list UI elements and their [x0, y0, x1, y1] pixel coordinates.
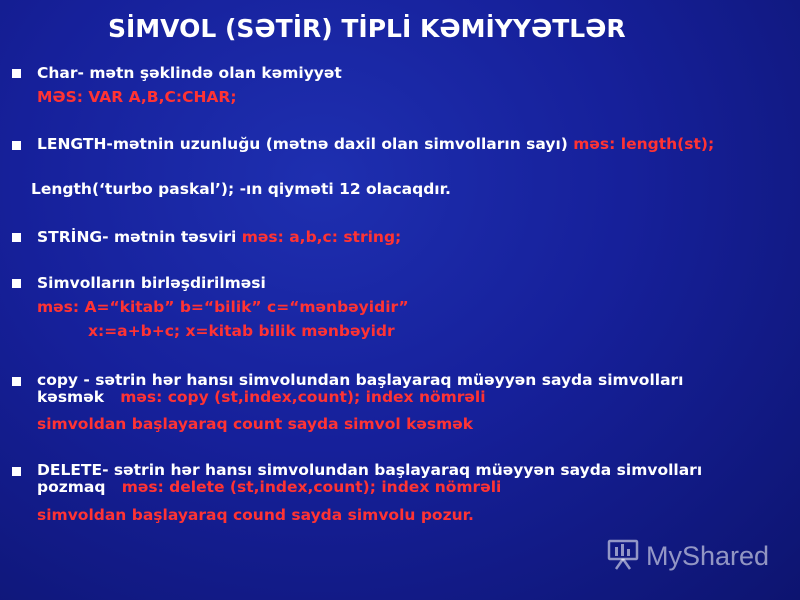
char-example: MƏS: VAR A,B,C:CHAR;	[37, 88, 237, 106]
copy-label: copy - sətrin hər hansı simvolundan başlayaraq müəyyən sayda simvolları kəsmək	[37, 371, 684, 406]
length-label: LENGTH-mətnin uzunluğu (mətnə daxil olan simvolların sayı)	[37, 135, 574, 153]
slide-title: SİMVOL (SƏTİR) TİPLİ KƏMİYYƏTLƏR	[108, 14, 626, 43]
length-note: Length(‘turbo paskal’); -ın qiyməti 12 olacaqdır.	[31, 180, 451, 198]
delete-example: məs: delete (st,index,count); index nömrəli	[121, 478, 502, 496]
delete-continuation: simvoldan başlayaraq cound sayda simvolu pozur.	[37, 506, 474, 524]
concat-example: məs: A=“kitab” b=“bilik” c=“mənbəyidir”	[37, 298, 409, 316]
watermark-logo	[606, 538, 769, 574]
copy-description	[37, 372, 717, 406]
string-example: məs: a,b,c: string;	[241, 228, 402, 246]
delete-description	[37, 462, 717, 496]
char-description: Char- mətn şəklində olan kəmiyyət	[37, 64, 342, 82]
bullet-icon	[12, 279, 21, 288]
bullet-icon	[12, 141, 21, 150]
bullet-icon	[12, 467, 21, 476]
length-example: məs: length(st);	[573, 135, 715, 153]
watermark-text: MyShared	[646, 540, 770, 571]
string-label: STRİNG- mətnin təsviri	[37, 228, 242, 246]
copy-example: məs: copy (st,index,count); index nömrəli	[120, 388, 486, 406]
concat-description: Simvolların birləşdirilməsi	[37, 274, 266, 292]
copy-continuation: simvoldan başlayaraq count sayda simvol kəsmək	[37, 415, 474, 433]
presentation-icon	[606, 537, 640, 575]
concat-result: x:=a+b+c; x=kitab bilik mənbəyidr	[88, 322, 395, 340]
length-description	[37, 136, 727, 153]
bullet-icon	[12, 377, 21, 386]
string-description	[37, 228, 401, 246]
bullet-icon	[12, 233, 21, 242]
bullet-icon	[12, 69, 21, 78]
delete-label: DELETE- sətrin hər hansı simvolundan başlayaraq müəyyən sayda simvolları pozmaq	[37, 461, 703, 496]
